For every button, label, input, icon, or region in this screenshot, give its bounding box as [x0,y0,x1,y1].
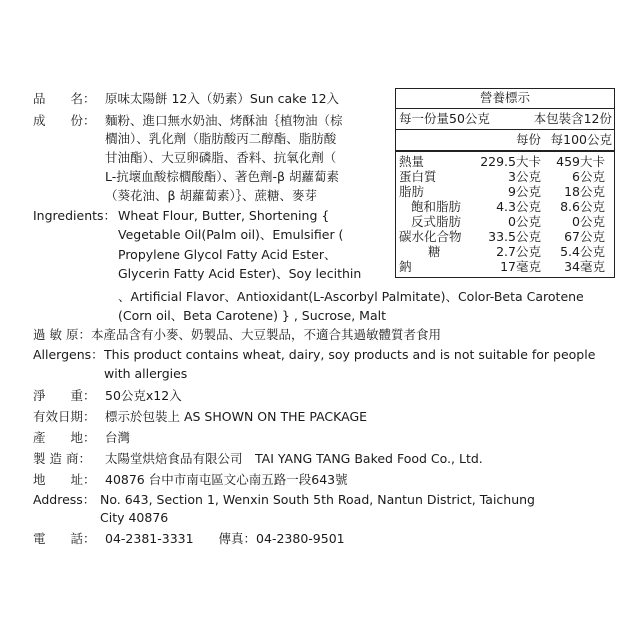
phone-label: 電 話： [33,531,96,546]
nutrient-row [396,259,614,274]
nutrient-per-100g: 459大卡 [556,154,605,169]
nutrient-per-serving: 229.5大卡 [480,154,541,169]
nutrient-name: 鈉 [399,259,412,274]
ingredients-en-line: Glycerin Fatty Acid Ester)、Soy lecithin [118,266,362,281]
nutrient-per-100g: 5.4公克 [560,244,605,259]
ingredients-en-line: Propylene Glycol Fatty Acid Ester、 [118,247,337,262]
nutrition-title: 營養標示 [479,90,530,105]
ingredients-en-line: Wheat Flour, Butter, Shortening { [118,208,330,223]
manufacturer-value: 太陽堂烘焙食品有限公司 TAI YANG TANG Baked Food Co., Ltd. [105,451,483,466]
nutrient-row [396,184,614,199]
nutrient-name: 碳水化合物 [399,229,462,244]
allergen-en-line: This product contains wheat, dairy, soy products and is not suitable for people [104,347,596,362]
ingredients-zh-line: （葵花油、β 胡蘿蔔素）｝、蔗糖、麥芽 [105,188,317,203]
phone-value: 04-2381-3331 傳真：04-2380-9501 [105,531,345,546]
ingredients-en-line: (Corn oil、Beta Carotene) } , Sucrose, Malt [118,308,386,323]
nutrient-per-100g: 18公克 [564,184,605,199]
allergen-en-label: Allergens： [33,347,104,362]
nutrient-per-serving: 4.3公克 [496,199,541,214]
ingredients-en-line: Vegetable Oil(Palm oil)、Emulsifier ( [118,227,344,242]
address-en-line: No. 643, Section 1, Wenxin South 5th Road, Nantun District, Taichung [100,492,535,507]
serving-size: 每一份量50公克 [399,111,490,126]
ingredients-en-label: Ingredients： [33,208,117,223]
address-zh-value: 40876 台中市南屯區文心南五路一段643號 [105,472,348,487]
nutrient-per-100g: 6公克 [572,169,605,184]
nutrient-row [396,229,614,244]
nutrient-per-100g: 34毫克 [564,259,605,274]
ingredients-zh-line: 麵粉、進口無水奶油、烤酥油｛植物油（棕 [105,113,343,128]
nutrient-row [396,199,614,214]
ingredients-zh-line: L-抗壞血酸棕櫚酸酯）、著色劑-β 胡蘿蔔素 [105,169,339,184]
nutrient-name: 脂肪 [399,184,425,199]
allergen-en-line: with allergies [104,366,188,381]
net-weight-label: 淨 重： [33,388,96,403]
divider [396,150,614,152]
ingredients-zh-line: 櫚油）、乳化劑（脂肪酸丙二醇酯、脂肪酸 [105,131,337,146]
origin-value: 台灣 [105,430,131,445]
nutrient-per-serving: 0公克 [508,214,541,229]
divider [396,108,614,109]
address-en-line: City 40876 [100,510,169,525]
nutrient-per-serving: 9公克 [508,184,541,199]
nutrition-facts-panel [395,88,615,278]
nutrient-name: 糖 [428,244,441,259]
nutrient-name: 熱量 [399,154,425,169]
nutrient-per-100g: 67公克 [564,229,605,244]
nutrient-row [396,244,614,259]
per-100g-header: 每100公克 [550,132,612,147]
allergen-zh-label: 過 敏 原： [33,327,91,342]
nutrient-name: 飽和脂肪 [411,199,462,214]
per-serving-header: 每份 [515,132,541,147]
nutrient-per-serving: 33.5公克 [488,229,541,244]
address-zh-label: 地 址： [33,472,96,487]
nutrient-per-100g: 0公克 [572,214,605,229]
nutrient-per-serving: 2.7公克 [496,244,541,259]
product-name-label: 品 名： [33,91,96,106]
ingredients-zh-label: 成 份： [33,113,96,128]
product-name-value: 原味太陽餅 12入（奶素）Sun cake 12入 [105,91,340,106]
nutrient-name: 蛋白質 [399,169,437,184]
ingredients-en-line: 、Artificial Flavor、Antioxidant(L-Ascorbyl Palmitate)、Color-Beta Carotene [118,289,584,304]
nutrient-per-100g: 8.6公克 [560,199,605,214]
nutrient-row [396,214,614,229]
nutrient-name: 反式脂肪 [411,214,462,229]
expiry-label: 有效日期： [33,409,96,424]
manufacturer-label: 製 造 商： [33,451,91,466]
ingredients-zh-line: 甘油酯）、大豆卵磷脂、香料、抗氧化劑（ [105,150,337,165]
expiry-value: 標示於包裝上 AS SHOWN ON THE PACKAGE [105,409,368,424]
nutrient-row [396,154,614,169]
origin-label: 產 地： [33,430,96,445]
divider [396,129,614,130]
allergen-zh-value: 本產品含有小麥、奶製品、大豆製品，不適合其過敏體質者食用 [91,327,442,342]
address-en-label: Address： [33,492,96,507]
nutrient-per-serving: 17毫克 [500,259,541,274]
nutrient-per-serving: 3公克 [508,169,541,184]
nutrient-row [396,169,614,184]
servings-per-package: 本包裝含12份 [533,111,612,126]
net-weight-value: 50公克x12入 [105,388,182,403]
